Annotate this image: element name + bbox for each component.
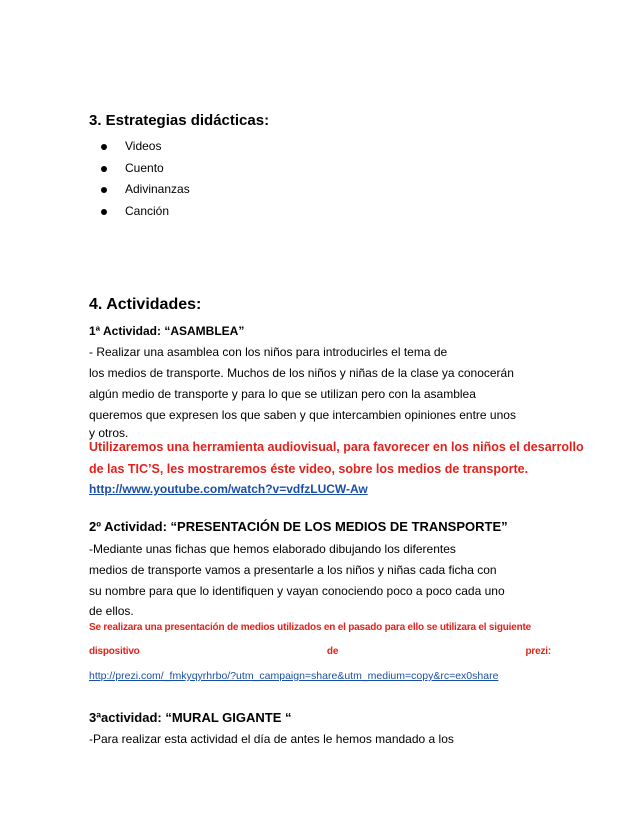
paragraph-line: y otros.: [89, 426, 129, 440]
paragraph-line: algún medio de transporte y para lo que se utilizan pero con la asamblea: [89, 387, 476, 401]
paragraph-line: -Para realizar esta actividad el día de antes le hemos mandado a los: [89, 732, 454, 746]
paragraph-line: medios de transporte vamos a presentarle a los niños y niñas cada ficha con: [89, 563, 497, 577]
paragraph-line: los medios de transporte. Muchos de los niños y niñas de la clase ya conocerán: [89, 366, 514, 380]
paragraph-line: queremos que expresen los que saben y que intercambien opiniones entre unos: [89, 408, 516, 422]
highlight-justified-line: dispositivo de prezi:: [89, 646, 551, 657]
strategies-list: [96, 136, 190, 222]
highlight-line: Se realizara una presentación de medios utilizados en el pasado para ello se utilizara el siguiente: [89, 622, 532, 633]
list-item: Adivinanzas: [96, 179, 190, 201]
paragraph-line: -Mediante unas fichas que hemos elaborado dibujando los diferentes: [89, 542, 456, 556]
list-item: Videos: [96, 136, 190, 158]
highlight-line: de las TIC’S, les mostraremos éste video, sobre los medios de transporte.: [89, 462, 529, 476]
bullet-icon: [101, 187, 107, 193]
bullet-icon: [101, 209, 107, 215]
section-3-heading: 3. Estrategias didácticas:: [89, 112, 270, 129]
paragraph-line: su nombre para que lo identifiquen y vayan conociendo poco a poco cada uno: [89, 584, 505, 598]
list-item: Canción: [96, 201, 190, 223]
youtube-link[interactable]: http://www.youtube.com/watch?v=vdfzLUCW-Aw: [89, 482, 368, 496]
paragraph-line: - Realizar una asamblea con los niños para introducirles el tema de: [89, 345, 448, 359]
activity-1-title: 1ª Actividad: “ASAMBLEA”: [89, 324, 245, 338]
bullet-icon: [101, 144, 107, 150]
paragraph-line: de ellos.: [89, 604, 134, 618]
activity-3-title: 3ªactividad: “MURAL GIGANTE “: [89, 710, 292, 725]
bullet-icon: [101, 166, 107, 172]
highlight-line: Utilizaremos una herramienta audiovisual, para favorecer en los niños el desarrollo: [89, 440, 584, 454]
list-item: Cuento: [96, 158, 190, 180]
prezi-link[interactable]: http://prezi.com/_fmkyqyrhrbo/?utm_campaign=share&utm_medium=copy&rc=ex0share: [89, 670, 499, 682]
activity-2-title: 2º Actividad: “PRESENTACIÓN DE LOS MEDIOS DE TRANSPORTE”: [89, 519, 508, 534]
section-4-heading: 4. Actividades:: [89, 296, 202, 313]
